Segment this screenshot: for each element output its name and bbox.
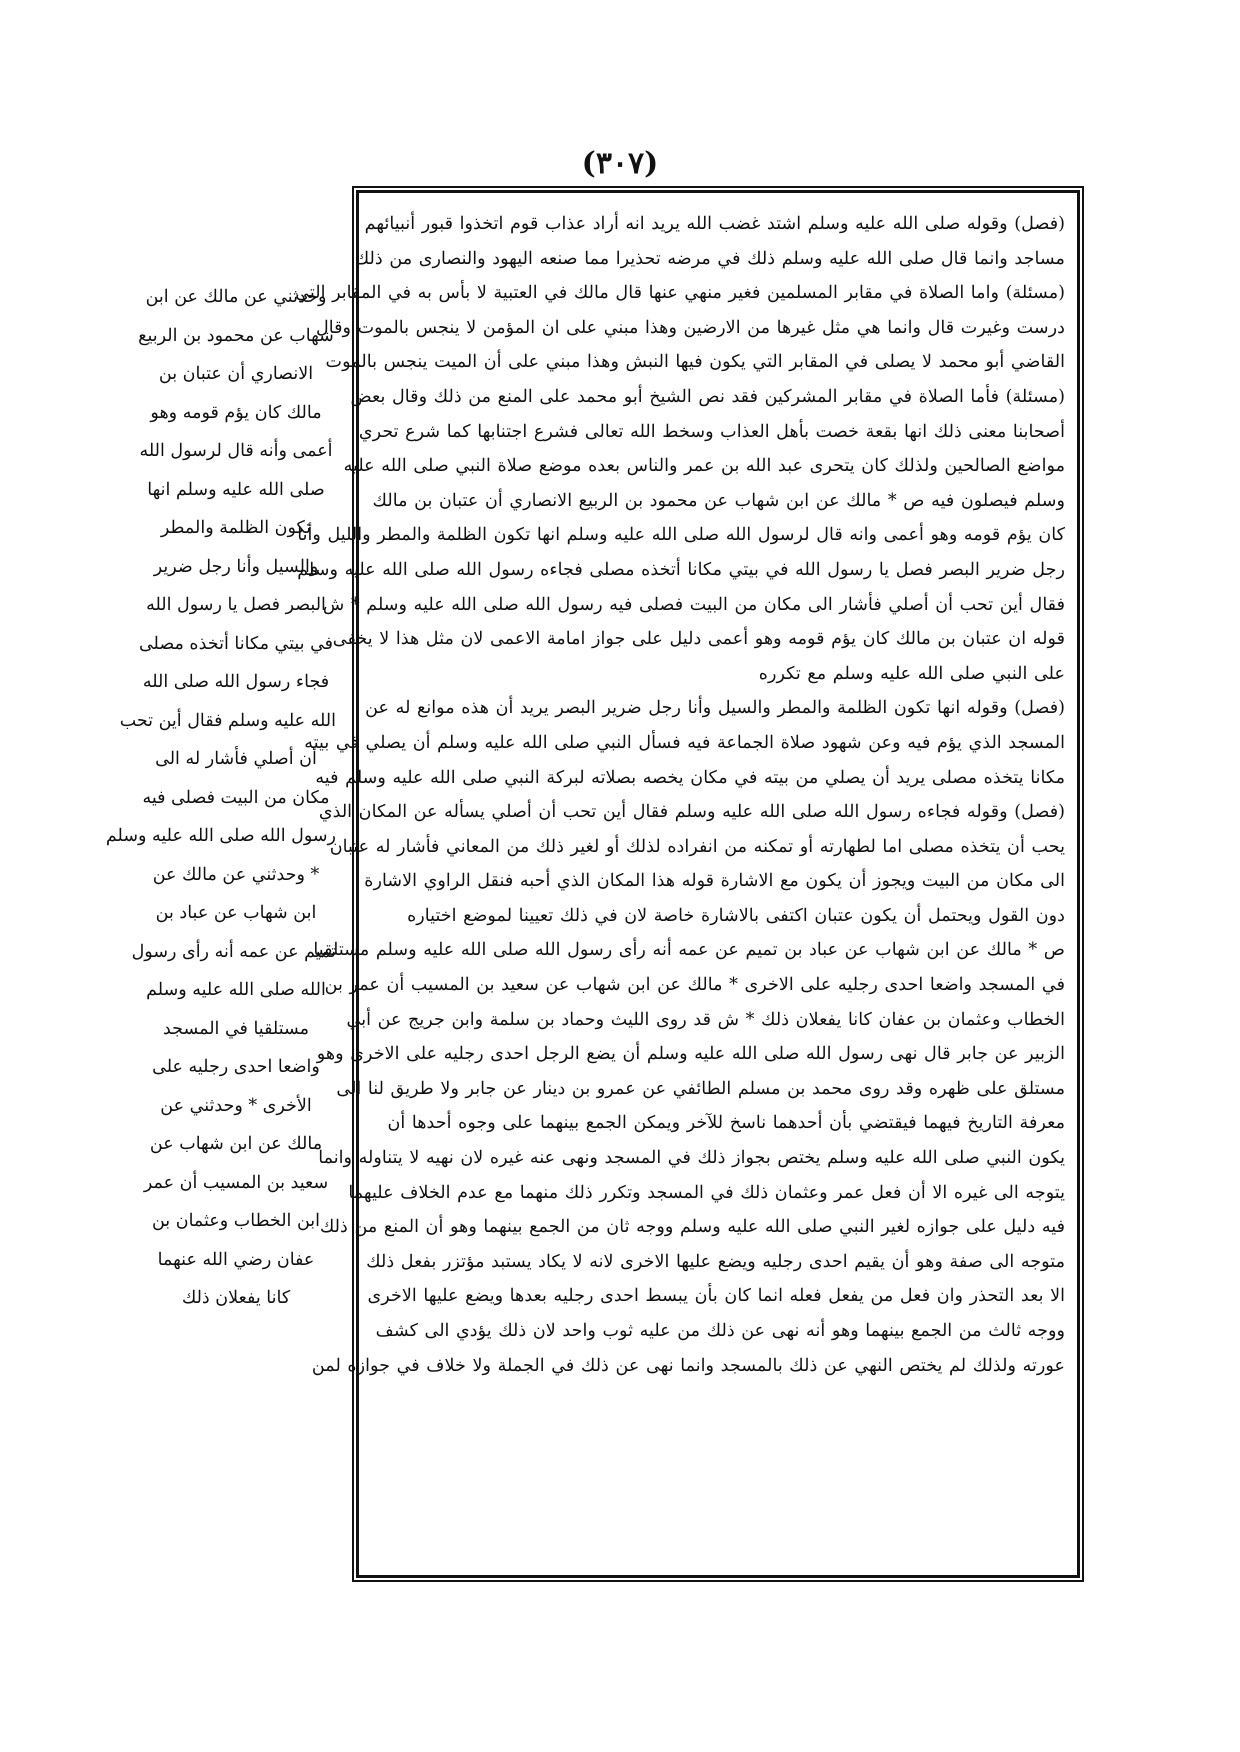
margin-text-line: رسول الله صلى الله عليه وسلم — [105, 826, 336, 846]
margin-text-line: الله صلى الله عليه وسلم — [146, 980, 326, 1000]
margin-text-line: عفان رضي الله عنهما — [157, 1249, 315, 1270]
main-text-line: متوجه الى صفة وهو أن يقيم احدى رجليه ويضع عليها الاخرى لانه لا يكاد يستبد مؤتزر بفعل ذلك — [366, 1251, 1065, 1272]
margin-text-line: البصر فصل يا رسول الله — [146, 595, 326, 615]
main-text-line: فيه دليل على جوازه لغير النبي صلى الله عليه وسلم ووجه ثان من الجمع بينهما وهو أن المنع من ذلك — [319, 1217, 1065, 1238]
main-text-frame — [295, 190, 1080, 1578]
margin-text-line: مالك عن ابن شهاب عن — [149, 1134, 323, 1154]
margin-text-line: وحدثني عن مالك عن ابن — [145, 287, 327, 307]
main-text-line: قوله ان عتبان بن مالك كان يؤم قومه وهو أعمى دليل على جواز امامة الاعمى لان مثل هذا لا يخفى — [332, 629, 1065, 650]
main-text-line: المسجد الذي يؤم فيه وعن شهود صلاة الجماعة فيه فسأل النبي صلى الله عليه وسلم أن يصلي في بيته — [304, 732, 1065, 753]
main-text-line: فقال أين تحب أن أصلي فأشار الى مكان من البيت فصلى فيه رسول الله صلى الله عليه وسلم * ش — [322, 594, 1065, 615]
main-text-line: مستلق على ظهره وقد روى محمد بن مسلم الطائفي عن عمرو بن دينار عن جابر ولا طريق لنا الى — [336, 1078, 1065, 1099]
main-text-line: أصحابنا معنى ذلك انها بقعة خصت بأهل العذاب وسخط الله تعالى فشرع اجتنابها كما شرع تحري — [358, 421, 1065, 442]
margin-text-line: أعمى وأنه قال لرسول الله — [139, 441, 333, 461]
main-text-line: وسلم فيصلون فيه ص * مالك عن ابن شهاب عن محمود بن الربيع الانصاري أن عتبان بن مالك — [372, 490, 1065, 511]
main-text-line: الزبير عن جابر قال نهى رسول الله صلى الله عليه وسلم أن يضع الرجل احدى رجليه على الاخرى وهو — [316, 1044, 1065, 1065]
margin-text-line: والسيل وأنا رجل ضرير — [153, 556, 319, 577]
main-text-line: مساجد وانما قال صلى الله عليه وسلم ذلك في مرضه تحذيرا مما صنعه اليهود والنصارى من ذلك — [354, 248, 1065, 269]
main-text-line: رجل ضرير البصر فصل يا رسول الله في بيتي مكانا أتخذه مصلى فجاءه رسول الله صلى الله عليه وسلم — [297, 559, 1065, 580]
margin-text-line: * وحدثني عن مالك عن — [152, 864, 320, 885]
margin-text-line: ابن الخطاب وعثمان بن — [151, 1211, 321, 1231]
margin-text-line: الله عليه وسلم فقال أين تحب — [119, 710, 336, 731]
main-text-line: القاضي أبو محمد لا يصلى في المقابر التي يكون فيها النبش وهذا مبني على أن الميت ينجس بالموت — [325, 352, 1065, 373]
margin-text-line: أن أصلي فأشار له الى — [155, 749, 317, 769]
main-text-line: ووجه ثالث من الجمع بينهما وهو أنه نهى عن ذلك من عليه ثوب واحد لان ذلك يؤدي الى كشف — [375, 1321, 1065, 1341]
main-text-line: درست وغيرت قال وانما هي مثل غيرها من الارضين وهذا مبني على ان المؤمن لا ينجس بالموت وقال — [315, 317, 1065, 338]
margin-text-column — [105, 278, 336, 1318]
margin-text-line: تميم عن عمه أنه رأى رسول — [131, 941, 336, 962]
margin-text-line: سعيد بن المسيب أن عمر — [143, 1172, 329, 1193]
margin-text-line: فجاء رسول الله صلى الله — [142, 672, 330, 692]
main-text-line: على النبي صلى الله عليه وسلم مع تكرره — [758, 663, 1065, 684]
main-text-line: (مسئلة) واما الصلاة في مقابر المسلمين فغير منهي عنها قال مالك في العتبية لا بأس به في المقابر التي — [295, 283, 1065, 304]
main-text-line: (فصل) وقوله انها تكون الظلمة والمطر والسيل وأنا رجل ضرير البصر يريد أن هذه موانع له عن — [365, 698, 1065, 719]
margin-text-line: شهاب عن محمود بن الربيع — [138, 325, 334, 346]
margin-text-line: مستلقيا في المسجد — [162, 1018, 309, 1039]
margin-text-line: تكون الظلمة والمطر — [160, 518, 312, 538]
main-text-line: الا بعد التحذر وان فعل من يفعل فعله انما كان بأن يبسط احدى رجليه بعدها ويضع عليها الاخرى — [367, 1286, 1065, 1307]
main-text-line: الخطاب وعثمان بن عفان كانا يفعلان ذلك * ش قد روى الليث وحماد بن سلمة وابن جريج عن أبي — [346, 1009, 1065, 1030]
main-text-line: دون القول ويحتمل أن يكون عتبان اكتفى بالاشارة خاصة لان في ذلك تعيينا لموضع اختياره — [407, 905, 1065, 926]
main-text-line: معرفة التاريخ فيهما فيقتضي بأن أحدهما ناسخ للآخر ويمكن الجمع بينهما على وجوه أحدها أن — [387, 1113, 1065, 1134]
main-text-line: يتوجه الى غيره الا أن فعل عمر وعثمان ذلك في المسجد وتكرر ذلك منهما مع عدم الخلاف عليهما — [348, 1182, 1065, 1203]
margin-text-line: مكان من البيت فصلى فيه — [142, 787, 330, 808]
margin-text-line: صلى الله عليه وسلم انها — [147, 479, 325, 500]
main-text-line: ص * مالك عن ابن شهاب عن عباد بن تميم عن عمه أنه رأى رسول الله صلى الله عليه وسلم مستلقيا — [313, 940, 1065, 961]
margin-text-line: ابن شهاب عن عباد بن — [155, 903, 317, 923]
main-text-line: يحب أن يتخذه مصلى اما لطهارته أو تمكنه من انفراده لذلك أو لغير ذلك من المعاني فأشار له عتبان — [329, 836, 1065, 857]
main-text-body — [295, 207, 1065, 1383]
main-text-line: يكون النبي صلى الله عليه وسلم يختص بجواز ذلك في المسجد ونهى عنه غيره لان نهيه لا يتناوله وانما — [318, 1148, 1065, 1169]
main-text-line: (مسئلة) فأما الصلاة في مقابر المشركين فقد نص الشيخ أبو محمد على المنع من ذلك وقال بعض — [350, 386, 1065, 407]
margin-text-line: الانصاري أن عتبان بن — [158, 364, 314, 384]
main-text-line: (فصل) وقوله فجاءه رسول الله صلى الله عليه وسلم فقال أين تحب أن أصلي يسأله عن المكان الذي — [318, 802, 1065, 823]
main-text-line: مكانا يتخذه مصلى يريد أن يصلي من بيته في مكان يخصه بصلاته لبركة النبي صلى الله عليه وسلم فيه — [315, 767, 1065, 788]
margin-text-line: في بيتي مكانا أتخذه مصلى — [138, 633, 334, 654]
main-text-line: مواضع الصالحين ولذلك كان يتحرى عبد الله بن عمر والناس بعده موضع صلاة النبي صلى الله عليه — [343, 456, 1065, 477]
main-text-line: عورته ولذلك لم يختص النهي عن ذلك بالمسجد وانما نهى عن ذلك في الجملة ولا خلاف في جوازه لمن — [311, 1355, 1065, 1376]
main-text-line: (فصل) وقوله صلى الله عليه وسلم اشتد غضب الله يريد انه أراد عذاب قوم اتخذوا قبور أنبيائهم — [364, 214, 1065, 234]
main-text-line: كان يؤم قومه وهو أعمى وانه قال لرسول الله صلى الله عليه وسلم انها تكون الظلمة والمطر والليل وأنا — [297, 525, 1065, 546]
main-text-line: في المسجد واضعا احدى رجليه على الاخرى * مالك عن ابن شهاب عن سعيد بن المسيب أن عمر بن — [324, 975, 1065, 996]
margin-text-line: واضعا احدى رجليه على — [152, 1057, 320, 1077]
main-text-line: الى مكان من البيت ويجوز أن يكون مع الاشارة قوله هذا المكان الذي أحبه فنقل الراوي الاشارة — [364, 871, 1065, 892]
margin-text-line: مالك كان يؤم قومه وهو — [150, 402, 322, 423]
margin-text-line: كانا يفعلان ذلك — [181, 1288, 291, 1308]
margin-text-line: الأخرى * وحدثني عن — [160, 1095, 312, 1116]
page-number: (٣٠٧) — [581, 146, 659, 181]
